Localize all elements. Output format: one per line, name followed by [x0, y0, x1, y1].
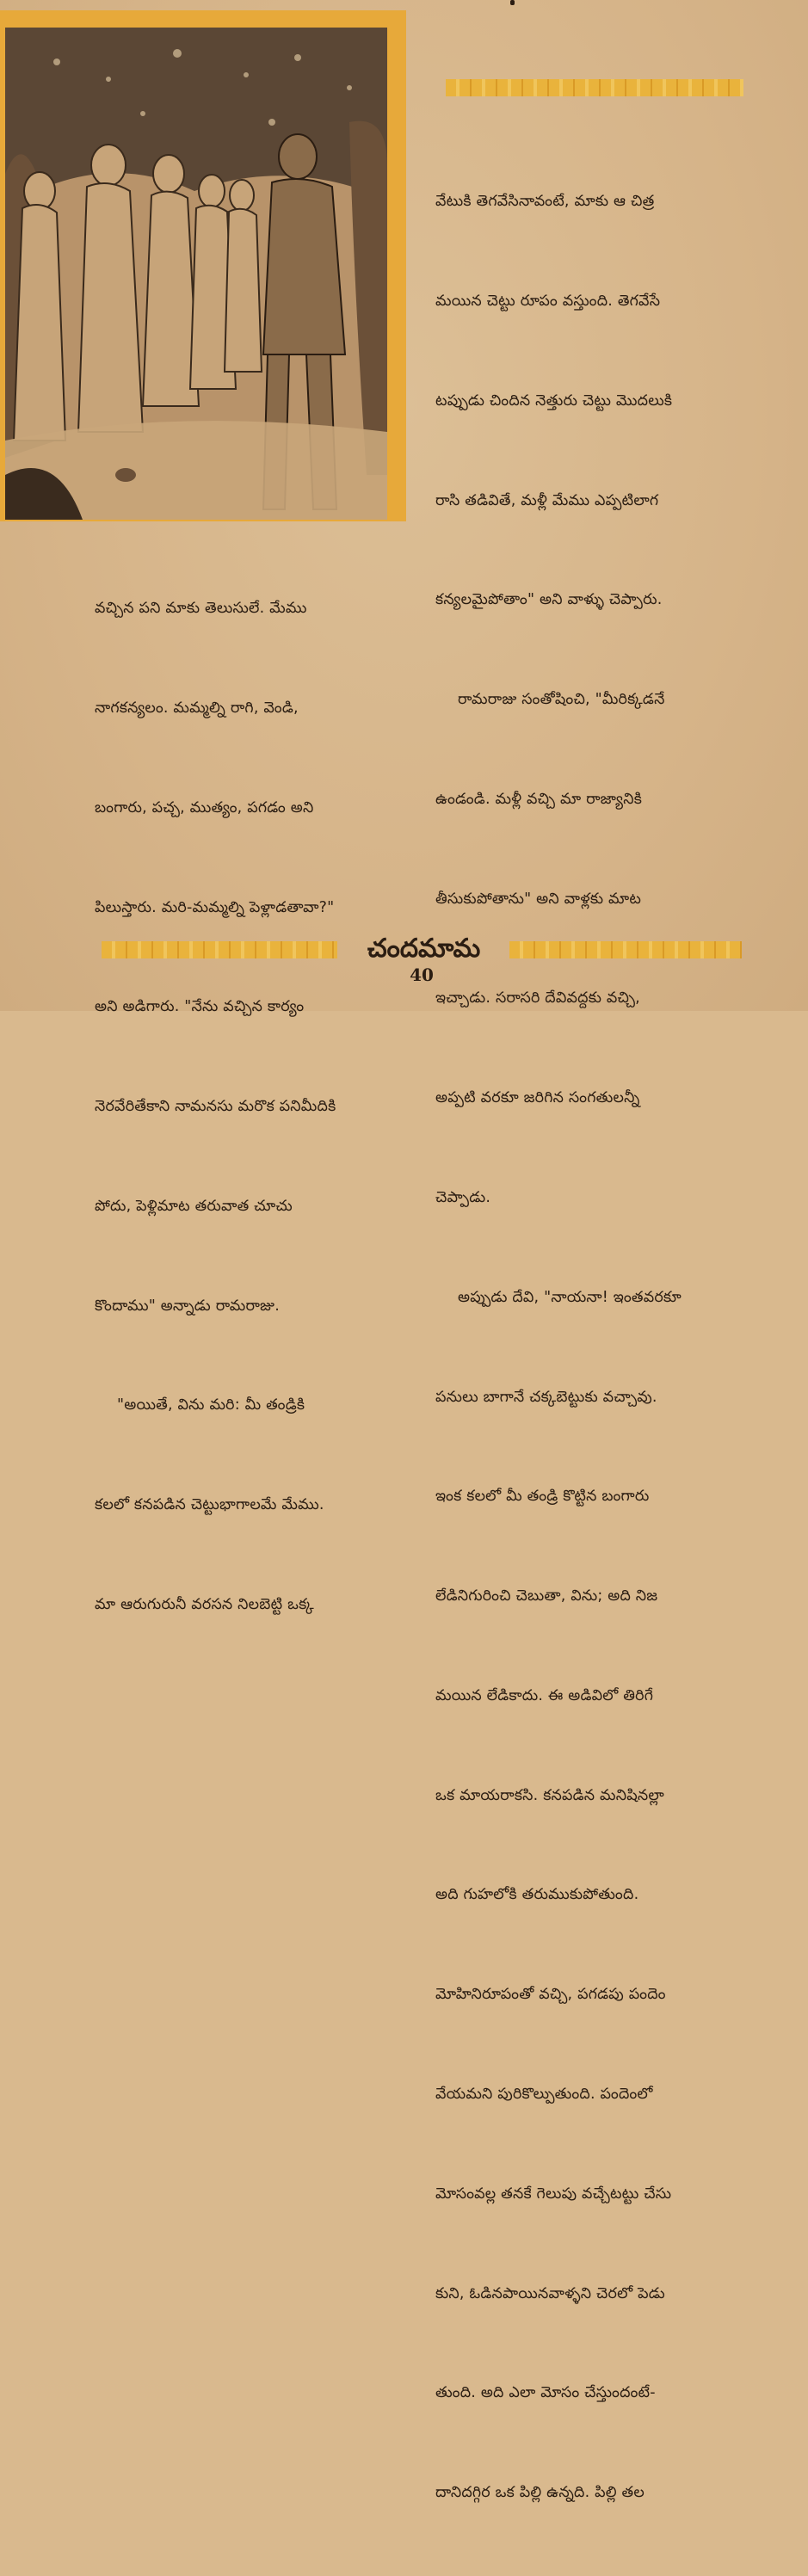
text-line: కుని, ఓడినపాయినవాళ్ళని చెరలో పెడు	[435, 2284, 665, 2302]
text-line: తీసుకుపోతాను" అని వాళ్లకు మాట	[435, 890, 642, 908]
text-line: పిలుస్తారు. మరి-మమ్మల్ని పెళ్లాడతావా?"	[95, 898, 335, 916]
text-line: వచ్చిన పని మాకు తెలుసులే. మేము	[95, 600, 307, 618]
text-line: అని అడిగారు. "నేను వచ్చిన కార్యం	[95, 998, 305, 1016]
top-ornament-border	[446, 79, 743, 96]
illustration-drawing	[5, 28, 387, 520]
text-line: అప్పటి వరకూ జరిగిన సంగతులన్నీ	[435, 1089, 640, 1107]
text-line: కన్యలమైపోతాం" అని వాళ్ళు చెప్పారు.	[435, 591, 663, 609]
text-line: ఇచ్చాడు. సరాసరి దేవివద్దకు వచ్చి,	[435, 989, 640, 1008]
page-number: 40	[410, 964, 434, 985]
text-line: ఒక మాయరాకసి. కనపడిన మనిషినల్లా	[435, 1786, 664, 1804]
text-line: మోహినిరూపంతో వచ్చి, పగడపు పందెం	[435, 1986, 666, 2004]
right-text-column	[435, 119, 788, 2576]
text-line: పోదు, పెళ్లిమాట తరువాత చూచు	[95, 1197, 293, 1215]
text-line: అది గుహలోకి తరుముకుపోతుంది.	[435, 1886, 639, 1904]
footer-ornament-left	[102, 941, 337, 958]
text-line: నెరవేరితేకాని నామనసు మరొక పనిమీదికి	[95, 1098, 336, 1116]
text-line: రామరాజు సంతోషించి, "మీరిక్కడనే	[458, 691, 665, 709]
text-line: చెప్పాడు.	[435, 1189, 491, 1206]
text-line: అప్పుడు దేవి, "నాయనా! ఇంతవరకూ	[458, 1288, 682, 1306]
text-line: లేడినిగురించి చెబుతా, విను; అది నిజ	[435, 1587, 658, 1605]
text-line: వేయమని పురికొల్పుతుంది. పందెంలో	[435, 2086, 653, 2104]
footer-ornament-right	[509, 941, 742, 958]
text-line: దానిదగ్గిర ఒక పిల్లి ఉన్నది. పిల్లి తల	[435, 2484, 645, 2502]
text-line: మోసంవల్ల తనకే గెలుపు వచ్చేటట్టు చేసు	[435, 2185, 672, 2203]
text-line: పనులు బాగానే చక్కబెట్టుకు వచ్చావు.	[435, 1388, 657, 1406]
text-line: కలలో కనపడిన చెట్టుభాగాలమే మేము.	[95, 1496, 324, 1514]
print-dot	[510, 0, 515, 5]
illustration-image	[5, 28, 387, 520]
text-line: బంగారు, పచ్చ, ముత్యం, పగడం అని	[95, 798, 314, 817]
text-line: ఇంక కలలో మీ తండ్రి కొట్టిన బంగారు	[435, 1488, 650, 1506]
text-line: టప్పుడు చిందిన నెత్తురు చెట్టు మొదలుకి	[435, 391, 673, 410]
text-line: వేటుకి తెగవేసినావంటే, మాకు ఆ చిత్ర	[435, 193, 655, 211]
text-line: తుంది. అది ఎలా మోసం చేస్తుందంటే-	[435, 2384, 656, 2402]
magazine-title: చందమామ	[367, 934, 481, 964]
text-line: మయిన లేడికాదు. ఈ అడివిలో తిరిగే	[435, 1686, 654, 1704]
text-line: నాగకన్యలం. మమ్మల్ని రాగి, వెండి,	[95, 699, 299, 717]
left-text-column	[95, 526, 413, 1688]
illustration-frame	[0, 10, 406, 521]
text-line: రాసి తడివితే, మళ్లీ మేము ఎప్పటిలాగ	[435, 491, 659, 509]
text-line: మయిన చెట్టు రూపం వస్తుంది. తెగవేసే	[435, 292, 661, 310]
text-line: "అయితే, విను మరి: మీ తండ్రికి	[117, 1396, 305, 1414]
text-line: కొందాము" అన్నాడు రామరాజు.	[95, 1297, 280, 1315]
text-line: మా ఆరుగురునీ వరసన నిలబెట్టి ఒక్క	[95, 1596, 314, 1613]
text-line: ఉండండి. మళ్లీ వచ్చి మా రాజ్యానికి	[435, 790, 643, 808]
